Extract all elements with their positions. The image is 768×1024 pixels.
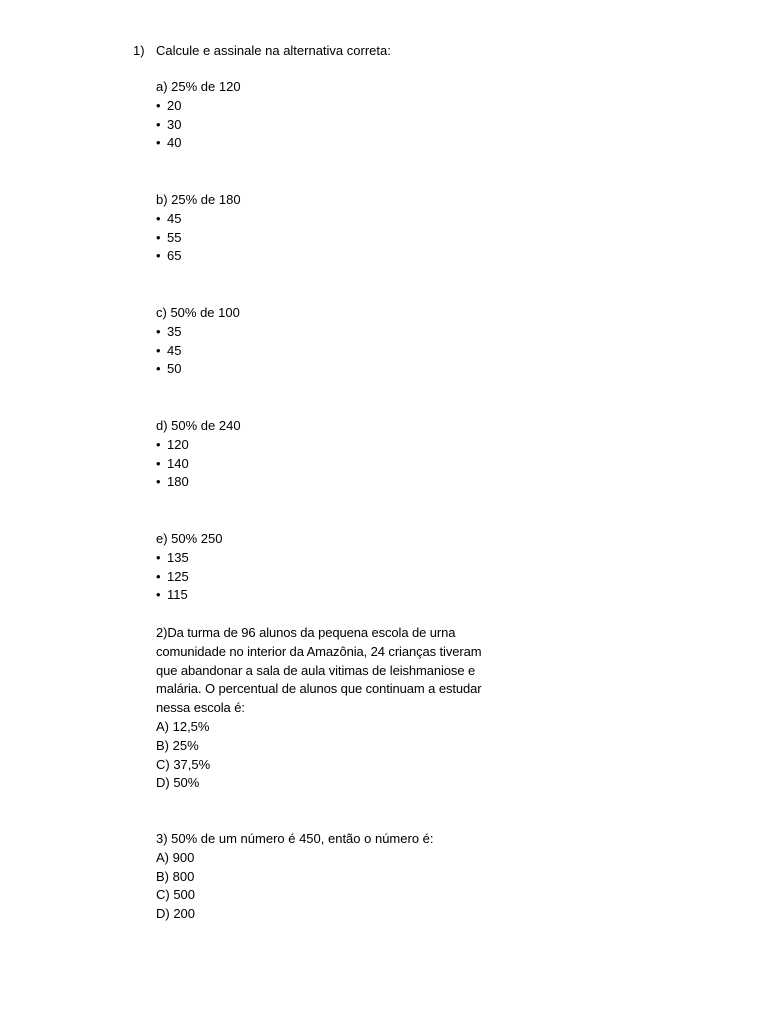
- option-item: [156, 455, 516, 474]
- item-label: d) 50% de 240: [156, 418, 241, 433]
- bullet-icon: •: [156, 342, 161, 358]
- question-2-text-line: 2)Da turma de 96 alunos da pequena escola de urna: [156, 625, 456, 640]
- bullet-icon: •: [156, 587, 161, 603]
- bullet-icon: •: [156, 210, 161, 226]
- question-2-text-line: malária. O percentual de alunos que continuam a estudar: [156, 681, 482, 697]
- option-item: [156, 323, 516, 342]
- option-value: 30: [167, 116, 182, 132]
- option-value: 135: [167, 549, 189, 565]
- question-2-option-c: C) 37,5%: [156, 756, 211, 772]
- bullet-icon: •: [156, 474, 161, 490]
- question-2-option-d: D) 50%: [156, 775, 200, 791]
- question-3: [156, 830, 516, 924]
- option-value: 50: [167, 361, 182, 377]
- bullet-icon: •: [156, 455, 161, 471]
- question-1-item-d: [156, 417, 516, 492]
- option-value: 45: [167, 210, 182, 226]
- option-value: 20: [167, 97, 182, 113]
- question-1-item-c: [156, 304, 516, 379]
- question-3-option-d: D) 200: [156, 906, 196, 922]
- question-2-text-line: comunidade no interior da Amazônia, 24 crianças tiveram: [156, 643, 482, 659]
- option-value: 65: [167, 248, 182, 264]
- item-label: b) 25% de 180: [156, 192, 241, 207]
- option-value: 40: [167, 135, 182, 151]
- bullet-icon: •: [156, 97, 161, 113]
- bullet-icon: •: [156, 135, 161, 151]
- question-3-option-a: A) 900: [156, 849, 195, 865]
- option-value: 55: [167, 229, 182, 245]
- option-value: 120: [167, 436, 189, 452]
- item-label: e) 50% 250: [156, 531, 223, 546]
- option-value: 45: [167, 342, 182, 358]
- bullet-icon: •: [156, 361, 161, 377]
- option-item: [156, 97, 516, 116]
- option-item: [156, 210, 516, 229]
- option-item: [156, 229, 516, 248]
- option-value: 35: [167, 323, 182, 339]
- question-2-text-line: que abandonar a sala de aula vitimas de leishmaniose e: [156, 662, 476, 678]
- option-value: 180: [167, 474, 189, 490]
- question-1-prompt: Calcule e assinale na alternativa correta:: [156, 43, 391, 58]
- question-3-prompt: 3) 50% de um número é 450, então o número é:: [156, 831, 434, 846]
- question-1-item-b: [156, 191, 516, 266]
- bullet-icon: •: [156, 568, 161, 584]
- question-2-option-b: B) 25%: [156, 737, 199, 753]
- question-2-option-a: A) 12,5%: [156, 718, 210, 734]
- option-item: [156, 342, 516, 361]
- bullet-icon: •: [156, 323, 161, 339]
- option-item: [156, 473, 516, 492]
- bullet-icon: •: [156, 549, 161, 565]
- bullet-icon: •: [156, 436, 161, 452]
- item-label: c) 50% de 100: [156, 305, 240, 320]
- option-item: [156, 436, 516, 455]
- question-1-number: 1): [133, 43, 145, 58]
- option-item: [156, 134, 516, 153]
- bullet-icon: •: [156, 248, 161, 264]
- option-value: 140: [167, 455, 189, 471]
- question-1-heading: [133, 43, 391, 58]
- option-item: [156, 247, 516, 266]
- option-item: [156, 586, 516, 605]
- option-value: 125: [167, 568, 189, 584]
- option-item: [156, 549, 516, 568]
- item-label: a) 25% de 120: [156, 79, 241, 94]
- option-value: 115: [167, 587, 188, 603]
- bullet-icon: •: [156, 116, 161, 132]
- question-3-option-b: B) 800: [156, 868, 195, 884]
- option-item: [156, 116, 516, 135]
- option-item: [156, 360, 516, 379]
- question-3-option-c: C) 500: [156, 887, 196, 903]
- question-2: [156, 624, 536, 793]
- option-item: [156, 568, 516, 587]
- bullet-icon: •: [156, 229, 161, 245]
- question-2-text-line: nessa escola é:: [156, 700, 245, 716]
- question-1-item-e: [156, 530, 516, 605]
- question-1-item-a: [156, 78, 516, 153]
